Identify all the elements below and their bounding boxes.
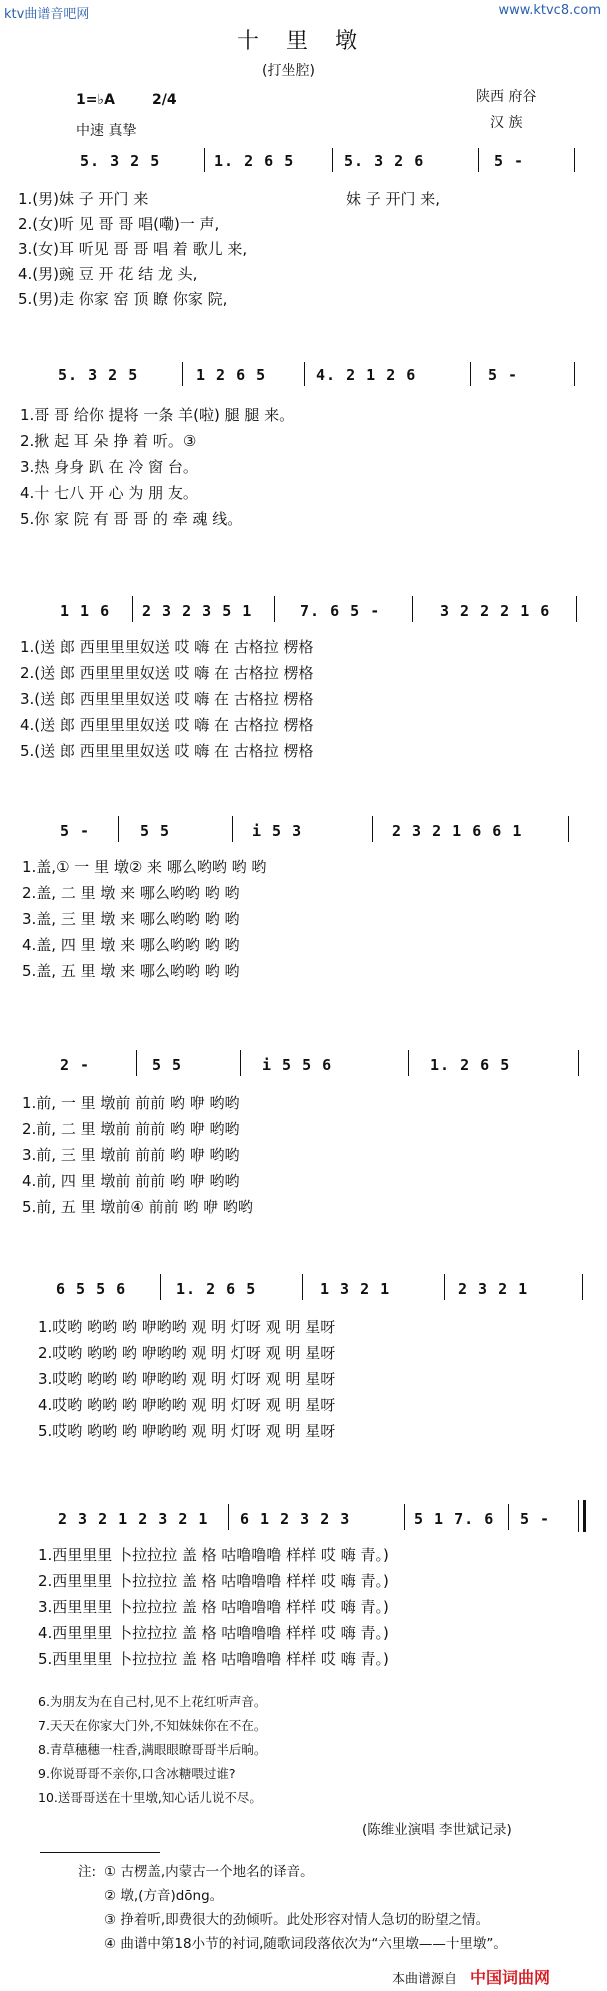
bar-line — [404, 1504, 405, 1530]
bar-line — [228, 1504, 229, 1530]
measure-notes: 1. 2 6 5 — [176, 1280, 257, 1298]
measure-notes: 5 - — [520, 1510, 551, 1528]
lyric-line: 3.西里里里 卜拉拉拉 盖 格 咕噜噜噜 样样 哎 嗨 青。) — [38, 1598, 389, 1616]
measure-notes: 1. 2 6 5 — [214, 152, 295, 170]
footnote-item: ① 古楞盖,内蒙古一个地名的译音。 — [104, 1864, 314, 1880]
bar-line — [302, 1274, 303, 1300]
lyric-line: 2.前, 二 里 墩前 前前 哟 咿 哟哟 — [22, 1120, 240, 1138]
bar-line — [470, 362, 471, 386]
measure-notes: 2 3 2 1 6 6 1 — [392, 822, 523, 840]
lyric-line: 3.哎哟 哟哟 哟 咿哟哟 观 明 灯呀 观 明 星呀 — [38, 1370, 336, 1388]
region-line-2: 汉 族 — [490, 115, 523, 131]
bar-line — [118, 816, 119, 842]
footnote-item: ② 墩,(方音)dōng。 — [104, 1888, 224, 1904]
bar-line — [574, 148, 575, 172]
bar-line — [204, 148, 205, 172]
measure-notes: i 5 5 6 — [262, 1056, 333, 1074]
measure-notes: 7. 6 5 - — [300, 602, 381, 620]
lyric-line: 2.哎哟 哟哟 哟 咿哟哟 观 明 灯呀 观 明 星呀 — [38, 1344, 336, 1362]
lyric-line: 1.西里里里 卜拉拉拉 盖 格 咕噜噜噜 样样 哎 嗨 青。) — [38, 1546, 389, 1564]
lyric-line: 3.(女)耳 听见 哥 哥 唱 着 歌儿 来, — [18, 240, 248, 258]
final-bar-line-thick — [583, 1500, 586, 1532]
time-signature: 2/4 — [152, 92, 177, 108]
bar-line — [582, 1274, 583, 1300]
song-title: 十 里 墩 — [237, 29, 367, 54]
measure-notes: 6 1 2 3 2 3 — [240, 1510, 351, 1528]
footnote-item: ③ 挣着听,即费很大的劲倾听。此处形容对情人急切的盼望之情。 — [104, 1912, 490, 1928]
verse-line: 8.青草穗穗一柱香,满眼眼瞭哥哥半后晌。 — [38, 1742, 267, 1757]
verse-line: 7.天天在你家大门外,不知妹妹你在不在。 — [38, 1718, 267, 1733]
lyric-line: 4.(男)豌 豆 开 花 结 龙 头, — [18, 265, 198, 283]
lyric-line: 5.(送 郎 西里里里奴送 哎 嗨 在 古格拉 楞格 — [20, 742, 314, 760]
lyric-line: 5.(男)走 你家 窑 顶 瞭 你家 院, — [18, 290, 228, 308]
performer-credit: (陈维业演唱 李世斌记录) — [362, 1822, 512, 1838]
bar-line — [408, 1050, 409, 1076]
footnote-label: 注: — [78, 1864, 97, 1880]
lyric-line: 5.盖, 五 里 墩 来 哪么哟哟 哟 哟 — [22, 962, 240, 980]
bar-line — [578, 1050, 579, 1076]
bar-line — [182, 362, 183, 386]
lyric-line: 2.揪 起 耳 朵 挣 着 听。③ — [20, 432, 197, 450]
lyric-line: 2.西里里里 卜拉拉拉 盖 格 咕噜噜噜 样样 哎 嗨 青。) — [38, 1572, 389, 1590]
lyric-line: 4.盖, 四 里 墩 来 哪么哟哟 哟 哟 — [22, 936, 240, 954]
lyric-line: 1.哎哟 哟哟 哟 咿哟哟 观 明 灯呀 观 明 星呀 — [38, 1318, 336, 1336]
key-signature: 1=♭A — [76, 92, 115, 108]
lyric-line: 4.前, 四 里 墩前 前前 哟 咿 哟哟 — [22, 1172, 240, 1190]
bar-line — [274, 596, 275, 622]
lyric-line: 2.(女)听 见 哥 哥 唱(嘞)一 声, — [18, 215, 220, 233]
verse-line: 10.送哥哥送在十里墩,知心话儿说不尽。 — [38, 1790, 262, 1805]
bar-line — [444, 1274, 445, 1300]
song-subtitle: (打坐腔) — [262, 63, 315, 79]
lyric-line: 2.盖, 二 里 墩 来 哪么哟哟 哟 哟 — [22, 884, 240, 902]
watermark-left: ktv曲谱音吧网 — [4, 7, 90, 22]
lyric-line: 2.(送 郎 西里里里奴送 哎 嗨 在 古格拉 楞格 — [20, 664, 314, 682]
final-bar-line-thin — [578, 1500, 579, 1532]
footnote-item: ④ 曲谱中第18小节的衬词,随歌词段落依次为“六里墩——十里墩”。 — [104, 1936, 507, 1952]
measure-notes: i 5 3 — [252, 822, 303, 840]
lyric-line: 1.(送 郎 西里里里奴送 哎 嗨 在 古格拉 楞格 — [20, 638, 314, 656]
measure-notes: 2 3 2 3 5 1 — [142, 602, 253, 620]
bar-line — [478, 148, 479, 172]
verse-line: 6.为朋友为在自己村,见不上花红听声音。 — [38, 1694, 267, 1709]
lyric-line: 5.你 家 院 有 哥 哥 的 牵 魂 线。 — [20, 510, 243, 528]
lyric-line: 4.(送 郎 西里里里奴送 哎 嗨 在 古格拉 楞格 — [20, 716, 314, 734]
lyric-line: 1.前, 一 里 墩前 前前 哟 咿 哟哟 — [22, 1094, 240, 1112]
measure-notes: 2 3 2 1 2 3 2 1 — [58, 1510, 209, 1528]
measure-notes: 6 5 5 6 — [56, 1280, 127, 1298]
measure-notes: 5 5 — [152, 1056, 183, 1074]
measure-notes: 4. 2 1 2 6 — [316, 366, 417, 384]
verse-line: 9.你说哥哥不亲你,口含冰糖喂过谁? — [38, 1766, 236, 1781]
measure-notes: 5 - — [494, 152, 525, 170]
bar-line — [232, 816, 233, 842]
footnote-divider — [40, 1852, 160, 1853]
lyric-line: 4.十 七八 开 心 为 朋 友。 — [20, 484, 198, 502]
measure-notes: 1 3 2 1 — [320, 1280, 391, 1298]
measure-notes: 5 1 7. 6 — [414, 1510, 495, 1528]
measure-notes: 5 - — [60, 822, 91, 840]
bar-line — [576, 596, 577, 622]
lyric-line: 4.西里里里 卜拉拉拉 盖 格 咕噜噜噜 样样 哎 嗨 青。) — [38, 1624, 389, 1642]
lyric-line: 1.盖,① 一 里 墩② 来 哪么哟哟 哟 哟 — [22, 858, 267, 876]
measure-notes: 5 - — [488, 366, 519, 384]
bar-line — [372, 816, 373, 842]
lyric-line: 5.哎哟 哟哟 哟 咿哟哟 观 明 灯呀 观 明 星呀 — [38, 1422, 336, 1440]
lyric-line: 3.热 身身 趴 在 冷 窗 台。 — [20, 458, 198, 476]
measure-notes: 1 1 6 — [60, 602, 111, 620]
lyric-line: 5.前, 五 里 墩前④ 前前 哟 咿 哟哟 — [22, 1198, 253, 1216]
lyric-line: 妹 子 开门 来, — [346, 190, 441, 208]
measure-notes: 3 2 2 2 1 6 — [440, 602, 551, 620]
measure-notes: 5. 3 2 6 — [344, 152, 425, 170]
measure-notes: 5. 3 2 5 — [80, 152, 161, 170]
measure-notes: 5. 3 2 5 — [58, 366, 139, 384]
bar-line — [332, 148, 333, 172]
bar-line — [136, 1050, 137, 1076]
lyric-line: 3.盖, 三 里 墩 来 哪么哟哟 哟 哟 — [22, 910, 240, 928]
lyric-line: 1.哥 哥 给你 提将 一条 羊(啦) 腿 腿 来。 — [20, 406, 295, 424]
watermark-right: www.ktvc8.com — [498, 3, 601, 18]
measure-notes: 2 - — [60, 1056, 91, 1074]
bar-line — [160, 1274, 161, 1300]
lyric-line: 5.西里里里 卜拉拉拉 盖 格 咕噜噜噜 样样 哎 嗨 青。) — [38, 1650, 389, 1668]
bar-line — [412, 596, 413, 622]
lyric-line: 4.哎哟 哟哟 哟 咿哟哟 观 明 灯呀 观 明 星呀 — [38, 1396, 336, 1414]
region-line-1: 陕西 府谷 — [476, 89, 537, 105]
measure-notes: 5 5 — [140, 822, 171, 840]
lyric-line: 1.(男)妹 子 开门 来 — [18, 190, 149, 208]
footer-site-logo: 中国词曲网 — [470, 1968, 551, 1987]
lyric-line: 3.前, 三 里 墩前 前前 哟 咿 哟哟 — [22, 1146, 240, 1164]
bar-line — [508, 1504, 509, 1530]
tempo-marking: 中速 真挚 — [76, 123, 137, 139]
measure-notes: 2 3 2 1 — [458, 1280, 529, 1298]
lyric-line: 3.(送 郎 西里里里奴送 哎 嗨 在 古格拉 楞格 — [20, 690, 314, 708]
measure-notes: 1 2 6 5 — [196, 366, 267, 384]
footer-source-label: 本曲谱源自 — [392, 1972, 458, 1987]
bar-line — [304, 362, 305, 386]
bar-line — [240, 1050, 241, 1076]
bar-line — [574, 362, 575, 386]
bar-line — [132, 596, 133, 622]
bar-line — [568, 816, 569, 842]
measure-notes: 1. 2 6 5 — [430, 1056, 511, 1074]
